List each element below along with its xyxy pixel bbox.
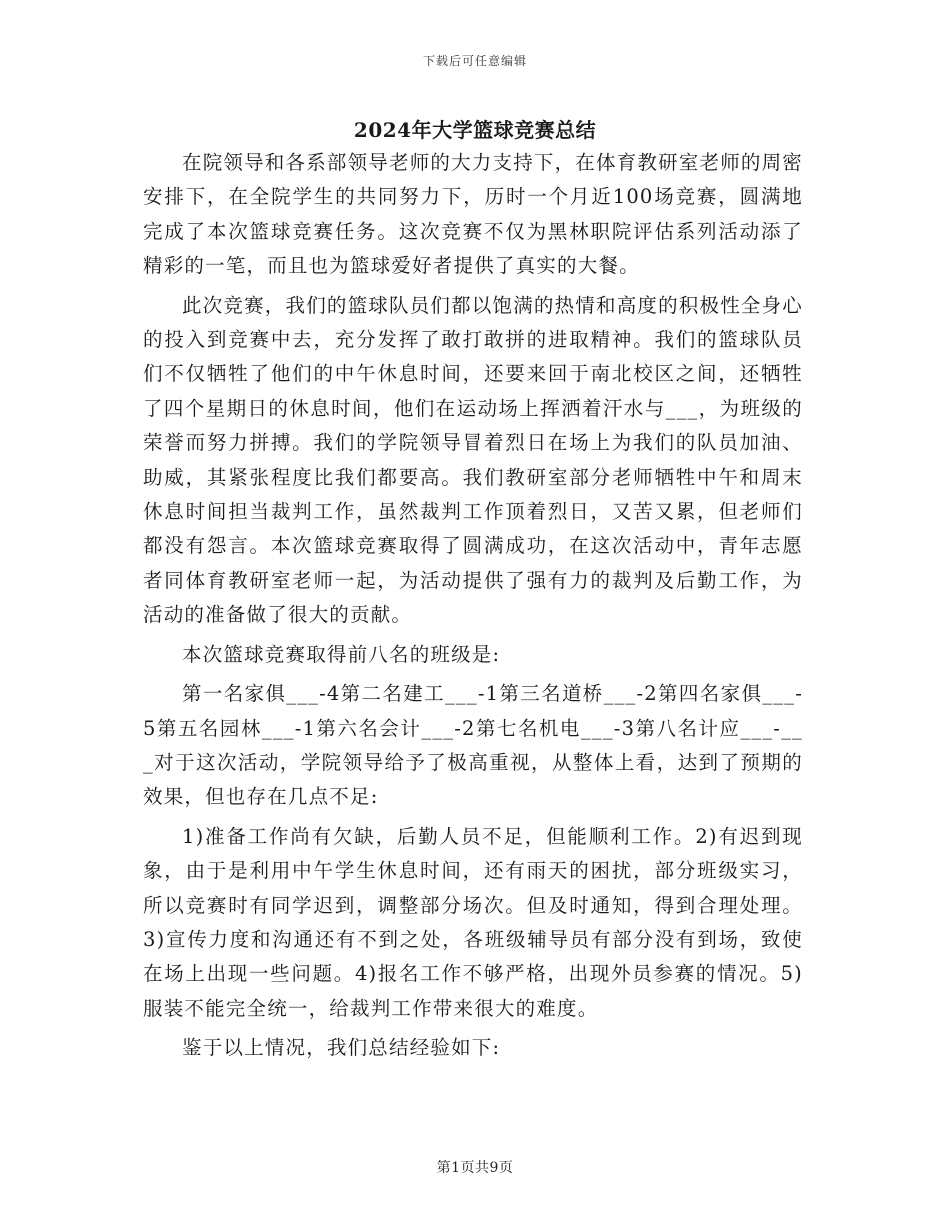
paragraph-effort: 此次竞赛，我们的篮球队员们都以饱满的热情和高度的积极性全身心的投入到竞赛中去，充分发挥了敢打敢拼的进取精神。我们的篮球队员们不仅牺牲了他们的中午休息时间，还要来回于南北校区之间，还牺牲了四个星期日的休息时间，他们在运动场上挥洒着汗水与___，为班级的荣誉而努力拼搏。我们的学院领导冒着烈日在场上为我们的队员加油、助威，其紧张程度比我们都要高。我们教研室部分老师牺牲中午和周末休息时间担当裁判工作，虽然裁判工作顶着烈日，又苦又累，但老师们都没有怨言。本次篮球竞赛取得了圆满成功，在这次活动中，青年志愿者同体育教研室老师一起，为活动提供了强有力的裁判及后勤工作，为活动的准备做了很大的贡献。 <box>143 293 804 627</box>
paragraph-ranking-list: 第一名家俱___-4第二名建工___-1第三名道桥___-2第四名家俱___-5第五名园林___-1第六名会计___-2第七名机电___-3第八名计应___-___对于这次活动，学院领导给予了极高重视，从整体上看，达到了预期的效果，但也存在几点不足: <box>143 682 803 809</box>
paragraph-shortcomings: 1)准备工作尚有欠缺，后勤人员不足，但能顺利工作。2)有迟到现象，由于是利用中午学生休息时间，还有雨天的困扰，部分班级实习，所以竞赛时有同学迟到，调整部分场次。但及时通知，得到合理处理。3)宣传力度和沟通还有不到之处，各班级辅导员有部分没有到场，致使在场上出现一些问题。4)报名工作不够严格，出现外员参赛的情况。5)服装不能完全统一，给裁判工作带来很大的难度。 <box>143 824 803 1020</box>
document-body <box>143 146 803 1071</box>
paragraph-lessons-intro: 鉴于以上情况，我们总结经验如下: <box>182 1036 501 1060</box>
paragraph-ranking-intro: 本次篮球竞赛取得前八名的班级是: <box>182 642 501 666</box>
page-header-note: 下载后可任意编辑 <box>422 54 527 68</box>
page-number: 第1页共9页 <box>436 1160 514 1176</box>
document-title: 2024年大学篮球竞赛总结 <box>353 118 597 142</box>
paragraph-intro: 在院领导和各系部领导老师的大力支持下，在体育教研室老师的周密安排下，在全院学生的共同努力下，历时一个月近100场竞赛，圆满地完成了本次篮球竞赛任务。这次竞赛不仅为黑林职院评估系列活动添了精彩的一笔，而且也为篮球爱好者提供了真实的大餐。 <box>143 151 804 278</box>
